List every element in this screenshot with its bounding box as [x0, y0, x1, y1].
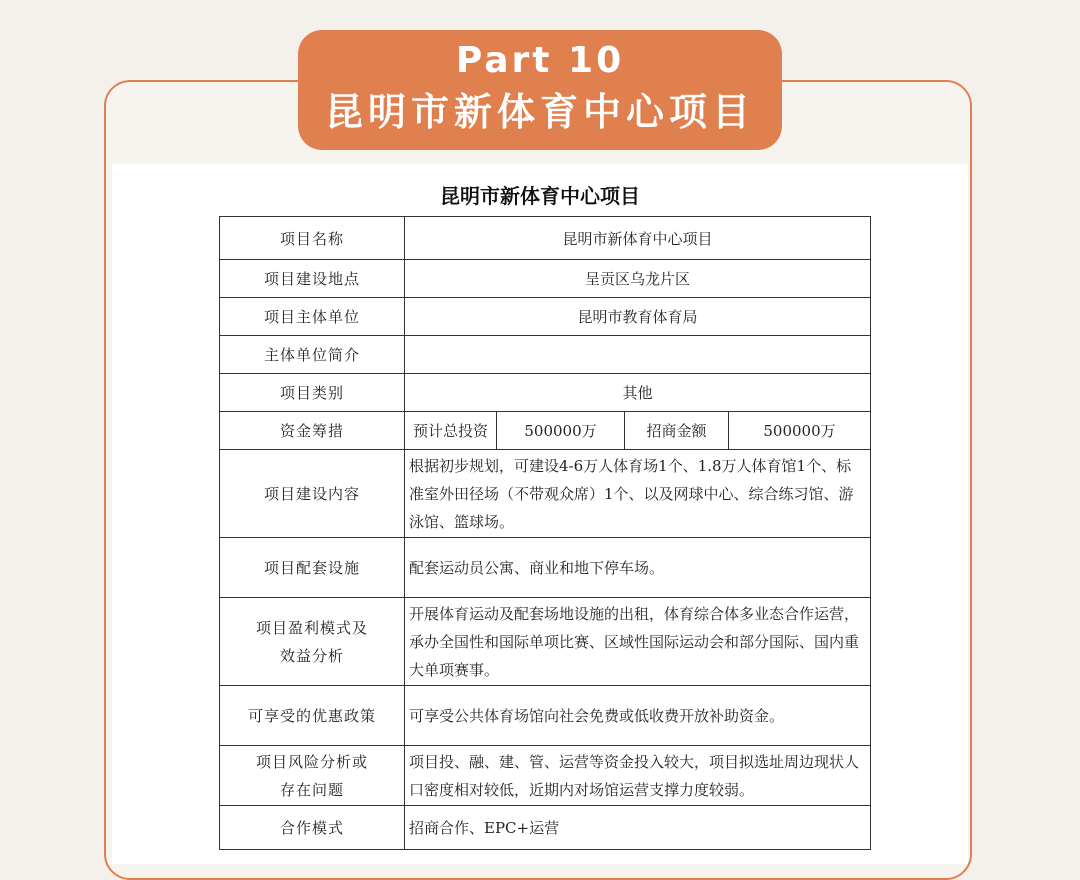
row-label: 项目主体单位: [220, 298, 405, 336]
table-row: [220, 538, 871, 598]
project-info-table: [219, 216, 871, 850]
table-row: [220, 686, 871, 746]
row-value: 项目投、融、建、管、运营等资金投入较大，项目拟选址周边现状人口密度相对较低，近期内对场馆运营支撑力度较弱。: [405, 746, 871, 806]
attract-value: 500000万: [729, 412, 871, 450]
row-label: 资金筹措: [220, 412, 405, 450]
row-label: 合作模式: [220, 806, 405, 850]
row-value: 昆明市教育体育局: [405, 298, 871, 336]
banner-title: 昆明市新体育中心项目: [324, 90, 755, 134]
table-row: [220, 336, 871, 374]
table-row: [220, 450, 871, 538]
table-row: [220, 298, 871, 336]
row-value: 配套运动员公寓、商业和地下停车场。: [405, 538, 871, 598]
row-label-line: 项目盈利模式及: [255, 618, 368, 637]
row-label-line: 项目风险分析或: [255, 752, 368, 771]
investment-value: 500000万: [497, 412, 625, 450]
row-value: 可享受公共体育场馆向社会免费或低收费开放补助资金。: [405, 686, 871, 746]
table-row: [220, 260, 871, 298]
row-label: 项目名称: [220, 217, 405, 260]
row-label: 项目配套设施: [220, 538, 405, 598]
row-label: [220, 598, 405, 686]
section-banner: [298, 30, 782, 150]
table-row: [220, 217, 871, 260]
table-row: [220, 374, 871, 412]
row-label: [220, 746, 405, 806]
row-value: 其他: [405, 374, 871, 412]
row-value: 根据初步规划，可建设4-6万人体育场1个、1.8万人体育馆1个、标准室外田径场（不带观众席）1个、以及网球中心、综合练习馆、游泳馆、篮球场。: [405, 450, 871, 538]
table-row: [220, 746, 871, 806]
row-value: 开展体育运动及配套场地设施的出租，体育综合体多业态合作运营，承办全国性和国际单项比赛、区域性国际运动会和部分国际、国内重大单项赛事。: [405, 598, 871, 686]
row-value: [405, 336, 871, 374]
row-label-line: 存在问题: [279, 780, 344, 799]
row-label: 项目建设内容: [220, 450, 405, 538]
attract-label: 招商金额: [625, 412, 729, 450]
row-label: 项目类别: [220, 374, 405, 412]
row-label-line: 效益分析: [279, 646, 344, 665]
table-row: [220, 598, 871, 686]
document-title: 昆明市新体育中心项目: [440, 184, 640, 208]
row-value: 招商合作、EPC+运营: [405, 806, 871, 850]
row-value: 昆明市新体育中心项目: [405, 217, 871, 260]
table-row: [220, 806, 871, 850]
banner-part-label: Part 10: [455, 40, 625, 81]
row-value: 呈贡区乌龙片区: [405, 260, 871, 298]
row-label: 可享受的优惠政策: [220, 686, 405, 746]
row-label: 主体单位简介: [220, 336, 405, 374]
table-row: [220, 412, 871, 450]
row-label: 项目建设地点: [220, 260, 405, 298]
investment-label: 预计总投资: [405, 412, 497, 450]
